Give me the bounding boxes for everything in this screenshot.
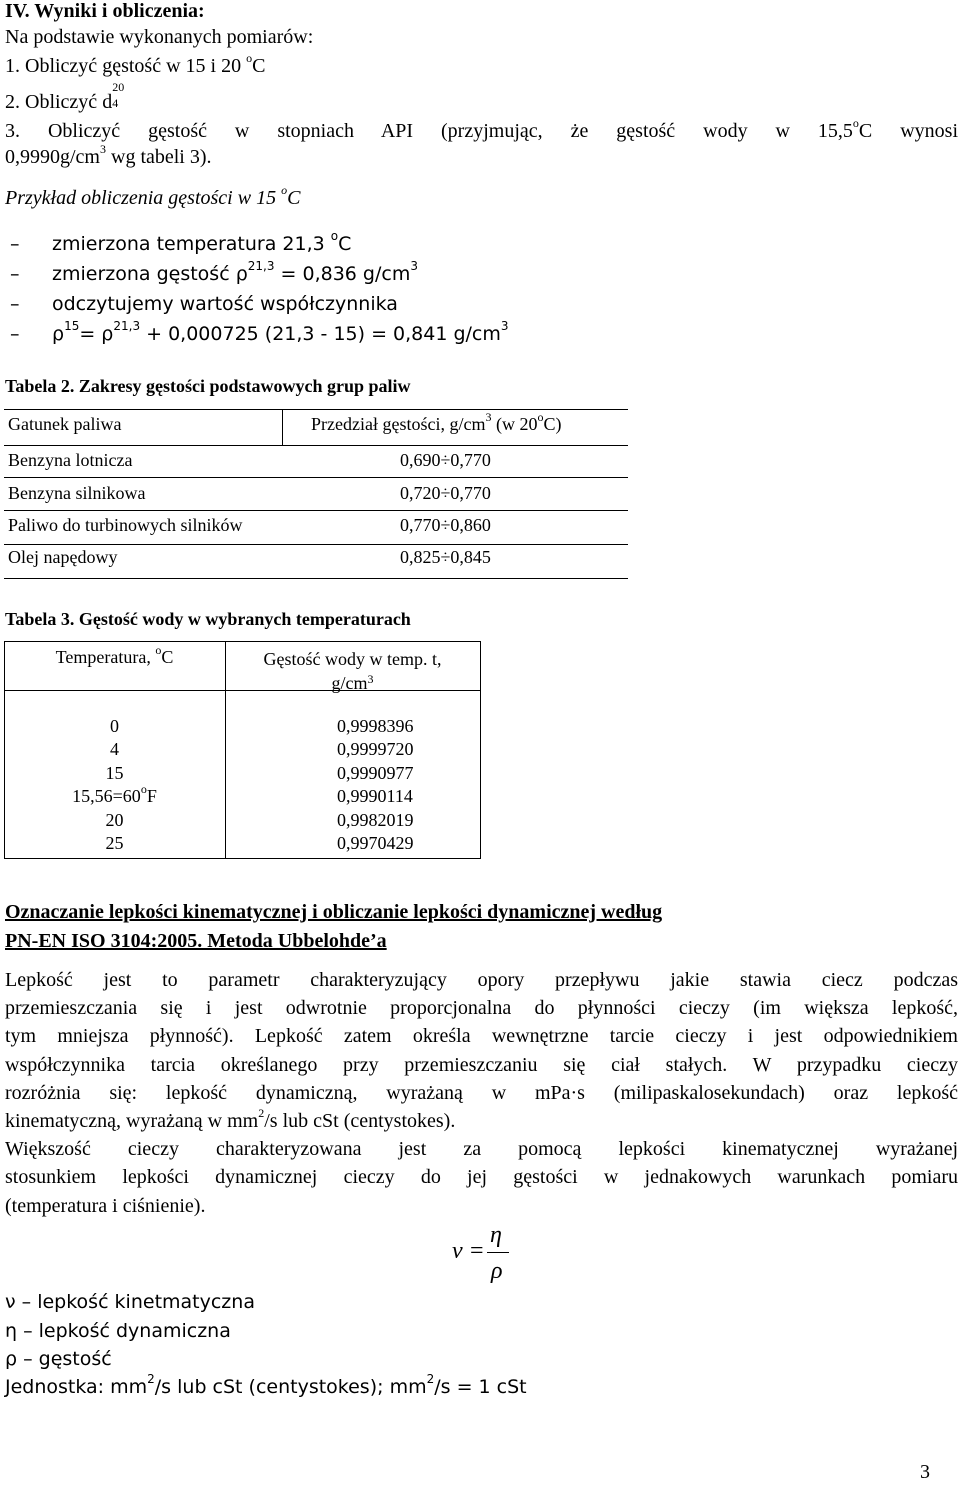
paragraph-line: przemieszczania się i jest odwrotnie proporcjonalna do płynności cieczy (im większa lepkość,: [5, 997, 958, 1019]
table-cell: 4: [110, 739, 119, 759]
section-title: IV. Wyniki i obliczenia:: [5, 0, 205, 22]
table-cell: 20: [105, 810, 124, 830]
page-number: 3: [920, 1461, 930, 1483]
table3-caption: Tabela 3. Gęstość wody w wybranych temperaturach: [5, 609, 411, 629]
equation-equals: =: [470, 1238, 484, 1264]
viscosity-heading-line1: Oznaczanie lepkości kinematycznej i obliczanie lepkości dynamicznej według: [5, 901, 663, 923]
table-cell: 0,9999720: [337, 739, 414, 759]
table-cell: 0,9990977: [337, 763, 414, 783]
table-row: Paliwo do turbinowych silników: [8, 515, 243, 535]
paragraph-line: tym mniejsza płynność). Lepkość zatem określa wewnętrzne tarcie cieczy i jest odpowiednikiem: [5, 1025, 958, 1047]
table3-header-col1: Temperatura, $^o$C: [55, 643, 174, 667]
definition-rho: ρ – gęstość: [5, 1348, 112, 1370]
table-cell: 0,770÷0,860: [400, 515, 491, 535]
list-item-1: 1. Obliczyć gęstość w 15 i 20 $^o$C: [5, 51, 266, 77]
paragraph-line: współczynnika tarcia określanego przy przemieszczaniu się ciał stałych. W przypadku cieczy: [5, 1054, 958, 1076]
table-cell: 0,690÷0,770: [400, 450, 491, 470]
example-title: Przykład obliczenia gęstości w 15 $^o$C: [5, 183, 301, 209]
table-cell: 15: [105, 763, 124, 783]
paragraph-line: Większość cieczy charakteryzowana jest za pomocą lepkości kinematycznej wyrażanej: [5, 1138, 958, 1160]
example-bullet-3: – odczytujemy wartość współczynnika: [10, 293, 398, 315]
paragraph-line: rozróżnia się: lepkość dynamiczną, wyrażaną w mPa·s (milipaskalosekundach) oraz lepkość: [5, 1082, 958, 1104]
table-row: Olej napędowy: [8, 547, 118, 567]
table-cell: 0,720÷0,770: [400, 483, 491, 503]
unit-text: Jednostka: $mm^2/s$ lub cSt (centystokes); $mm^2/s = 1$ cSt: [5, 1372, 527, 1398]
example-bullet-1: – zmierzona temperatura 21,3 $^o$C: [10, 229, 352, 255]
list-item-3-line1: 3. Obliczyć gęstość w stopniach API (przyjmując, że gęstość wody w 15,5$^o$C wynosi: [5, 116, 958, 142]
paragraph-line: (temperatura i ciśnienie).: [5, 1195, 206, 1217]
paragraph-line: Lepkość jest to parametr charakteryzujący opory przepływu jakie stawia ciecz podczas: [5, 969, 958, 991]
table-cell: 0,9982019: [337, 810, 414, 830]
table-cell: 0,825÷0,845: [400, 547, 491, 567]
table2-header-col2: Przedział gęstości, $g/cm^3$ (w 20$^o$C): [311, 410, 562, 434]
paragraph-line: kinematyczną, wyrażaną w $mm^2/s$ lub cSt (centystokes).: [5, 1106, 456, 1132]
table-cell: 0,9998396: [337, 716, 414, 736]
definition-nu: ν – lepkość kinetmatyczna: [5, 1291, 255, 1313]
table2-header-col1: Gatunek paliwa: [8, 414, 122, 434]
example-bullet-2: – zmierzona gęstość $\rho^{21,3} = 0,836$ $g/cm^3$: [10, 259, 418, 285]
table2-caption: Tabela 2. Zakresy gęstości podstawowych grup paliw: [5, 376, 411, 396]
example-bullet-4: – $\rho^{15}= \rho^{21,3} + 0,000725$ (21,3 - 15) = 0,841 $g/cm^3$: [10, 319, 509, 345]
intro-text: Na podstawie wykonanych pomiarów:: [5, 26, 314, 48]
equation-denominator: ρ: [491, 1258, 503, 1284]
table-cell: $15,56=60^oF$: [72, 782, 157, 806]
table-cell: 0,9990114: [337, 786, 413, 806]
list-item-2: 2. Obliczyć d 20 4: [5, 80, 125, 113]
table3-header-col2: Gęstość wody w temp. t, $g/cm^3$: [263, 649, 442, 693]
definition-eta: η – lepkość dynamiczna: [5, 1320, 231, 1342]
viscosity-heading-line2: PN-EN ISO 3104:2005. Metoda Ubbelohde’a: [5, 930, 387, 952]
equation-numerator: η: [490, 1222, 502, 1248]
table-cell: 0: [110, 716, 119, 736]
equation-lhs: ν: [452, 1238, 463, 1264]
table-cell: 25: [105, 833, 124, 853]
table-cell: 0,9970429: [337, 833, 414, 853]
list-item-3-line2: $0,9990g/cm^3$ wg tabeli 3).: [5, 142, 212, 168]
paragraph-line: stosunkiem lepkości dynamicznej cieczy do jej gęstości w jednakowych warunkach pomiaru: [5, 1166, 958, 1188]
table-row: Benzyna silnikowa: [8, 483, 146, 503]
table-row: Benzyna lotnicza: [8, 450, 133, 470]
